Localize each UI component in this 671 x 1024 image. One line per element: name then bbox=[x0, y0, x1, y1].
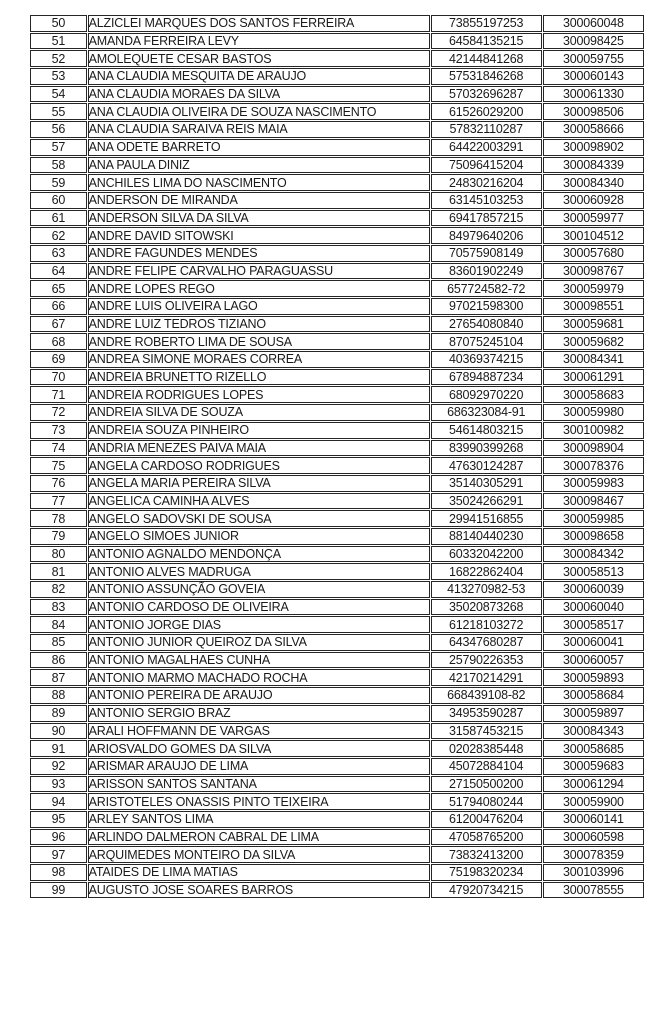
person-name-cell: ANTONIO AGNALDO MENDONÇA bbox=[88, 546, 430, 563]
table-row bbox=[30, 652, 644, 669]
row-number-cell: 92 bbox=[30, 758, 87, 775]
table-row bbox=[30, 882, 644, 899]
person-name-cell: ANDRE DAVID SITOWSKI bbox=[88, 227, 430, 244]
document-number-cell: 47058765200 bbox=[431, 829, 542, 846]
table-row bbox=[30, 687, 644, 704]
registration-number-cell: 300058513 bbox=[543, 563, 644, 580]
person-name-cell: AMOLEQUETE CESAR BASTOS bbox=[88, 50, 430, 67]
document-number-cell: 61200476204 bbox=[431, 811, 542, 828]
row-number-cell: 66 bbox=[30, 298, 87, 315]
table-row bbox=[30, 86, 644, 103]
table-row bbox=[30, 634, 644, 651]
person-name-cell: ANDRE LUIZ TEDROS TIZIANO bbox=[88, 316, 430, 333]
document-number-cell: 75198320234 bbox=[431, 864, 542, 881]
table-row bbox=[30, 245, 644, 262]
person-name-cell: ARISTOTELES ONASSIS PINTO TEIXEIRA bbox=[88, 793, 430, 810]
registration-number-cell: 300098506 bbox=[543, 103, 644, 120]
registration-number-cell: 300059681 bbox=[543, 316, 644, 333]
registration-number-cell: 300060057 bbox=[543, 652, 644, 669]
row-number-cell: 69 bbox=[30, 351, 87, 368]
person-name-cell: ANDREIA BRUNETTO RIZELLO bbox=[88, 369, 430, 386]
person-name-cell: AMANDA FERREIRA LEVY bbox=[88, 33, 430, 50]
registration-number-cell: 300100982 bbox=[543, 422, 644, 439]
registration-number-cell: 300098551 bbox=[543, 298, 644, 315]
registration-number-cell: 300060141 bbox=[543, 811, 644, 828]
person-name-cell: ANGELO SIMOES JUNIOR bbox=[88, 528, 430, 545]
document-number-cell: 75096415204 bbox=[431, 157, 542, 174]
person-name-cell: ANTONIO MARMO MACHADO ROCHA bbox=[88, 669, 430, 686]
registration-number-cell: 300061291 bbox=[543, 369, 644, 386]
row-number-cell: 71 bbox=[30, 386, 87, 403]
row-number-cell: 81 bbox=[30, 563, 87, 580]
person-name-cell: ANGELICA CAMINHA ALVES bbox=[88, 493, 430, 510]
row-number-cell: 72 bbox=[30, 404, 87, 421]
row-number-cell: 56 bbox=[30, 121, 87, 138]
document-number-cell: 63145103253 bbox=[431, 192, 542, 209]
registration-number-cell: 300058683 bbox=[543, 386, 644, 403]
registration-number-cell: 300084341 bbox=[543, 351, 644, 368]
document-number-cell: 83601902249 bbox=[431, 263, 542, 280]
person-name-cell: ARQUIMEDES MONTEIRO DA SILVA bbox=[88, 846, 430, 863]
registration-number-cell: 300059682 bbox=[543, 333, 644, 350]
table-row bbox=[30, 121, 644, 138]
registration-number-cell: 300084343 bbox=[543, 723, 644, 740]
row-number-cell: 55 bbox=[30, 103, 87, 120]
row-number-cell: 62 bbox=[30, 227, 87, 244]
person-name-cell: ANA CLAUDIA MORAES DA SILVA bbox=[88, 86, 430, 103]
roster-table-body bbox=[30, 15, 644, 898]
registration-number-cell: 300059985 bbox=[543, 510, 644, 527]
table-row bbox=[30, 758, 644, 775]
row-number-cell: 88 bbox=[30, 687, 87, 704]
document-number-cell: 35140305291 bbox=[431, 475, 542, 492]
person-name-cell: ANDREIA SOUZA PINHEIRO bbox=[88, 422, 430, 439]
table-row bbox=[30, 369, 644, 386]
document-number-cell: 24830216204 bbox=[431, 174, 542, 191]
document-number-cell: 42144841268 bbox=[431, 50, 542, 67]
document-number-cell: 57531846268 bbox=[431, 68, 542, 85]
document-number-cell: 25790226353 bbox=[431, 652, 542, 669]
registration-number-cell: 300060048 bbox=[543, 15, 644, 32]
table-row bbox=[30, 103, 644, 120]
registration-number-cell: 300061294 bbox=[543, 776, 644, 793]
person-name-cell: ANDRE LUIS OLIVEIRA LAGO bbox=[88, 298, 430, 315]
document-number-cell: 16822862404 bbox=[431, 563, 542, 580]
row-number-cell: 77 bbox=[30, 493, 87, 510]
document-number-cell: 61526029200 bbox=[431, 103, 542, 120]
table-row bbox=[30, 793, 644, 810]
document-number-cell: 29941516855 bbox=[431, 510, 542, 527]
person-name-cell: ANTONIO ALVES MADRUGA bbox=[88, 563, 430, 580]
table-row bbox=[30, 475, 644, 492]
table-row bbox=[30, 333, 644, 350]
document-number-cell: 40369374215 bbox=[431, 351, 542, 368]
table-row bbox=[30, 192, 644, 209]
person-name-cell: ANDERSON SILVA DA SILVA bbox=[88, 210, 430, 227]
row-number-cell: 78 bbox=[30, 510, 87, 527]
person-name-cell: ANA PAULA DINIZ bbox=[88, 157, 430, 174]
registration-number-cell: 300059980 bbox=[543, 404, 644, 421]
row-number-cell: 97 bbox=[30, 846, 87, 863]
registration-number-cell: 300103996 bbox=[543, 864, 644, 881]
registration-number-cell: 300078555 bbox=[543, 882, 644, 899]
registration-number-cell: 300104512 bbox=[543, 227, 644, 244]
registration-number-cell: 300057680 bbox=[543, 245, 644, 262]
registration-number-cell: 300098904 bbox=[543, 440, 644, 457]
person-name-cell: ANDERSON DE MIRANDA bbox=[88, 192, 430, 209]
registration-number-cell: 300059893 bbox=[543, 669, 644, 686]
row-number-cell: 84 bbox=[30, 616, 87, 633]
document-number-cell: 47920734215 bbox=[431, 882, 542, 899]
document-number-cell: 87075245104 bbox=[431, 333, 542, 350]
table-row bbox=[30, 723, 644, 740]
document-number-cell: 70575908149 bbox=[431, 245, 542, 262]
registration-number-cell: 300059983 bbox=[543, 475, 644, 492]
table-row bbox=[30, 528, 644, 545]
person-name-cell: AUGUSTO JOSE SOARES BARROS bbox=[88, 882, 430, 899]
table-row bbox=[30, 669, 644, 686]
row-number-cell: 64 bbox=[30, 263, 87, 280]
person-name-cell: ANTONIO JUNIOR QUEIROZ DA SILVA bbox=[88, 634, 430, 651]
row-number-cell: 79 bbox=[30, 528, 87, 545]
row-number-cell: 57 bbox=[30, 139, 87, 156]
registration-number-cell: 300061330 bbox=[543, 86, 644, 103]
registration-number-cell: 300059979 bbox=[543, 280, 644, 297]
row-number-cell: 93 bbox=[30, 776, 87, 793]
row-number-cell: 89 bbox=[30, 705, 87, 722]
person-name-cell: ANDRIA MENEZES PAIVA MAIA bbox=[88, 440, 430, 457]
table-row bbox=[30, 50, 644, 67]
row-number-cell: 91 bbox=[30, 740, 87, 757]
person-name-cell: ANDREA SIMONE MORAES CORREA bbox=[88, 351, 430, 368]
document-number-cell: 57832110287 bbox=[431, 121, 542, 138]
row-number-cell: 53 bbox=[30, 68, 87, 85]
table-row bbox=[30, 740, 644, 757]
document-number-cell: 57032696287 bbox=[431, 86, 542, 103]
person-name-cell: ARLINDO DALMERON CABRAL DE LIMA bbox=[88, 829, 430, 846]
row-number-cell: 94 bbox=[30, 793, 87, 810]
table-row bbox=[30, 581, 644, 598]
document-number-cell: 51794080244 bbox=[431, 793, 542, 810]
document-number-cell: 61218103272 bbox=[431, 616, 542, 633]
row-number-cell: 85 bbox=[30, 634, 87, 651]
registration-number-cell: 300060598 bbox=[543, 829, 644, 846]
row-number-cell: 73 bbox=[30, 422, 87, 439]
registration-number-cell: 300078376 bbox=[543, 457, 644, 474]
person-name-cell: ANDRE FELIPE CARVALHO PARAGUASSU bbox=[88, 263, 430, 280]
person-name-cell: ANDREIA RODRIGUES LOPES bbox=[88, 386, 430, 403]
document-number-cell: 42170214291 bbox=[431, 669, 542, 686]
document-number-cell: 35020873268 bbox=[431, 599, 542, 616]
table-row bbox=[30, 386, 644, 403]
row-number-cell: 61 bbox=[30, 210, 87, 227]
table-row bbox=[30, 546, 644, 563]
row-number-cell: 96 bbox=[30, 829, 87, 846]
person-name-cell: ANDRE LOPES REGO bbox=[88, 280, 430, 297]
registration-number-cell: 300059683 bbox=[543, 758, 644, 775]
row-number-cell: 67 bbox=[30, 316, 87, 333]
person-name-cell: ARISSON SANTOS SANTANA bbox=[88, 776, 430, 793]
document-number-cell: 31587453215 bbox=[431, 723, 542, 740]
document-number-cell: 84979640206 bbox=[431, 227, 542, 244]
table-row bbox=[30, 15, 644, 32]
table-row bbox=[30, 457, 644, 474]
row-number-cell: 68 bbox=[30, 333, 87, 350]
registration-number-cell: 300058666 bbox=[543, 121, 644, 138]
person-name-cell: ANDRE ROBERTO LIMA DE SOUSA bbox=[88, 333, 430, 350]
table-row bbox=[30, 563, 644, 580]
row-number-cell: 65 bbox=[30, 280, 87, 297]
person-name-cell: ALZICLEI MARQUES DOS SANTOS FERREIRA bbox=[88, 15, 430, 32]
document-number-cell: 657724582-72 bbox=[431, 280, 542, 297]
row-number-cell: 76 bbox=[30, 475, 87, 492]
row-number-cell: 86 bbox=[30, 652, 87, 669]
row-number-cell: 74 bbox=[30, 440, 87, 457]
registration-number-cell: 300098658 bbox=[543, 528, 644, 545]
registration-number-cell: 300084342 bbox=[543, 546, 644, 563]
table-row bbox=[30, 493, 644, 510]
document-number-cell: 686323084-91 bbox=[431, 404, 542, 421]
table-row bbox=[30, 298, 644, 315]
document-number-cell: 54614803215 bbox=[431, 422, 542, 439]
person-name-cell: ANDREIA SILVA DE SOUZA bbox=[88, 404, 430, 421]
document-number-cell: 88140440230 bbox=[431, 528, 542, 545]
person-name-cell: ANA CLAUDIA SARAIVA REIS MAIA bbox=[88, 121, 430, 138]
person-name-cell: ATAIDES DE LIMA MATIAS bbox=[88, 864, 430, 881]
registration-number-cell: 300084340 bbox=[543, 174, 644, 191]
row-number-cell: 95 bbox=[30, 811, 87, 828]
row-number-cell: 58 bbox=[30, 157, 87, 174]
table-row bbox=[30, 210, 644, 227]
document-number-cell: 27150500200 bbox=[431, 776, 542, 793]
row-number-cell: 50 bbox=[30, 15, 87, 32]
registration-number-cell: 300058684 bbox=[543, 687, 644, 704]
document-number-cell: 73855197253 bbox=[431, 15, 542, 32]
registration-number-cell: 300060039 bbox=[543, 581, 644, 598]
table-row bbox=[30, 705, 644, 722]
person-name-cell: ANTONIO SERGIO BRAZ bbox=[88, 705, 430, 722]
table-row bbox=[30, 139, 644, 156]
registration-number-cell: 300060041 bbox=[543, 634, 644, 651]
person-name-cell: ANTONIO PEREIRA DE ARAUJO bbox=[88, 687, 430, 704]
registration-number-cell: 300060040 bbox=[543, 599, 644, 616]
document-number-cell: 45072884104 bbox=[431, 758, 542, 775]
document-number-cell: 64584135215 bbox=[431, 33, 542, 50]
row-number-cell: 87 bbox=[30, 669, 87, 686]
document-number-cell: 64422003291 bbox=[431, 139, 542, 156]
table-row bbox=[30, 616, 644, 633]
table-row bbox=[30, 316, 644, 333]
table-row bbox=[30, 829, 644, 846]
person-name-cell: ANGELA CARDOSO RODRIGUES bbox=[88, 457, 430, 474]
document-number-cell: 97021598300 bbox=[431, 298, 542, 315]
table-row bbox=[30, 510, 644, 527]
registration-number-cell: 300060928 bbox=[543, 192, 644, 209]
table-row bbox=[30, 174, 644, 191]
row-number-cell: 60 bbox=[30, 192, 87, 209]
person-name-cell: ANTONIO ASSUNÇÃO GOVEIA bbox=[88, 581, 430, 598]
row-number-cell: 99 bbox=[30, 882, 87, 899]
table-row bbox=[30, 280, 644, 297]
registration-number-cell: 300084339 bbox=[543, 157, 644, 174]
document-number-cell: 73832413200 bbox=[431, 846, 542, 863]
table-row bbox=[30, 68, 644, 85]
registration-number-cell: 300059897 bbox=[543, 705, 644, 722]
row-number-cell: 63 bbox=[30, 245, 87, 262]
person-name-cell: ANDRE FAGUNDES MENDES bbox=[88, 245, 430, 262]
table-row bbox=[30, 846, 644, 863]
row-number-cell: 54 bbox=[30, 86, 87, 103]
person-name-cell: ANCHILES LIMA DO NASCIMENTO bbox=[88, 174, 430, 191]
document-number-cell: 68092970220 bbox=[431, 386, 542, 403]
person-name-cell: ANGELO SADOVSKI DE SOUSA bbox=[88, 510, 430, 527]
row-number-cell: 51 bbox=[30, 33, 87, 50]
document-number-cell: 413270982-53 bbox=[431, 581, 542, 598]
person-name-cell: ARALI HOFFMANN DE VARGAS bbox=[88, 723, 430, 740]
row-number-cell: 82 bbox=[30, 581, 87, 598]
row-number-cell: 52 bbox=[30, 50, 87, 67]
table-row bbox=[30, 263, 644, 280]
table-row bbox=[30, 227, 644, 244]
table-row bbox=[30, 440, 644, 457]
document-number-cell: 02028385448 bbox=[431, 740, 542, 757]
table-row bbox=[30, 157, 644, 174]
registration-number-cell: 300060143 bbox=[543, 68, 644, 85]
row-number-cell: 59 bbox=[30, 174, 87, 191]
person-name-cell: ANA CLAUDIA MESQUITA DE ARAUJO bbox=[88, 68, 430, 85]
document-number-cell: 27654080840 bbox=[431, 316, 542, 333]
registration-number-cell: 300058685 bbox=[543, 740, 644, 757]
registration-number-cell: 300059755 bbox=[543, 50, 644, 67]
table-row bbox=[30, 422, 644, 439]
roster-table bbox=[29, 14, 645, 899]
person-name-cell: ANA ODETE BARRETO bbox=[88, 139, 430, 156]
row-number-cell: 80 bbox=[30, 546, 87, 563]
person-name-cell: ANGELA MARIA PEREIRA SILVA bbox=[88, 475, 430, 492]
table-row bbox=[30, 811, 644, 828]
document-number-cell: 668439108-82 bbox=[431, 687, 542, 704]
table-row bbox=[30, 351, 644, 368]
registration-number-cell: 300098467 bbox=[543, 493, 644, 510]
person-name-cell: ARIOSVALDO GOMES DA SILVA bbox=[88, 740, 430, 757]
table-row bbox=[30, 404, 644, 421]
row-number-cell: 75 bbox=[30, 457, 87, 474]
document-number-cell: 47630124287 bbox=[431, 457, 542, 474]
registration-number-cell: 300058517 bbox=[543, 616, 644, 633]
table-row bbox=[30, 864, 644, 881]
row-number-cell: 90 bbox=[30, 723, 87, 740]
document-number-cell: 83990399268 bbox=[431, 440, 542, 457]
row-number-cell: 98 bbox=[30, 864, 87, 881]
document-number-cell: 35024266291 bbox=[431, 493, 542, 510]
registration-number-cell: 300078359 bbox=[543, 846, 644, 863]
registration-number-cell: 300098767 bbox=[543, 263, 644, 280]
table-row bbox=[30, 776, 644, 793]
registration-number-cell: 300059900 bbox=[543, 793, 644, 810]
document-number-cell: 34953590287 bbox=[431, 705, 542, 722]
person-name-cell: ARLEY SANTOS LIMA bbox=[88, 811, 430, 828]
registration-number-cell: 300059977 bbox=[543, 210, 644, 227]
table-row bbox=[30, 33, 644, 50]
row-number-cell: 70 bbox=[30, 369, 87, 386]
document-number-cell: 69417857215 bbox=[431, 210, 542, 227]
registration-number-cell: 300098425 bbox=[543, 33, 644, 50]
document-number-cell: 60332042200 bbox=[431, 546, 542, 563]
row-number-cell: 83 bbox=[30, 599, 87, 616]
person-name-cell: ANTONIO MAGALHAES CUNHA bbox=[88, 652, 430, 669]
person-name-cell: ARISMAR ARAUJO DE LIMA bbox=[88, 758, 430, 775]
document-number-cell: 64347680287 bbox=[431, 634, 542, 651]
document-number-cell: 67894887234 bbox=[431, 369, 542, 386]
person-name-cell: ANTONIO JORGE DIAS bbox=[88, 616, 430, 633]
table-row bbox=[30, 599, 644, 616]
person-name-cell: ANTONIO CARDOSO DE OLIVEIRA bbox=[88, 599, 430, 616]
registration-number-cell: 300098902 bbox=[543, 139, 644, 156]
person-name-cell: ANA CLAUDIA OLIVEIRA DE SOUZA NASCIMENTO bbox=[88, 103, 430, 120]
